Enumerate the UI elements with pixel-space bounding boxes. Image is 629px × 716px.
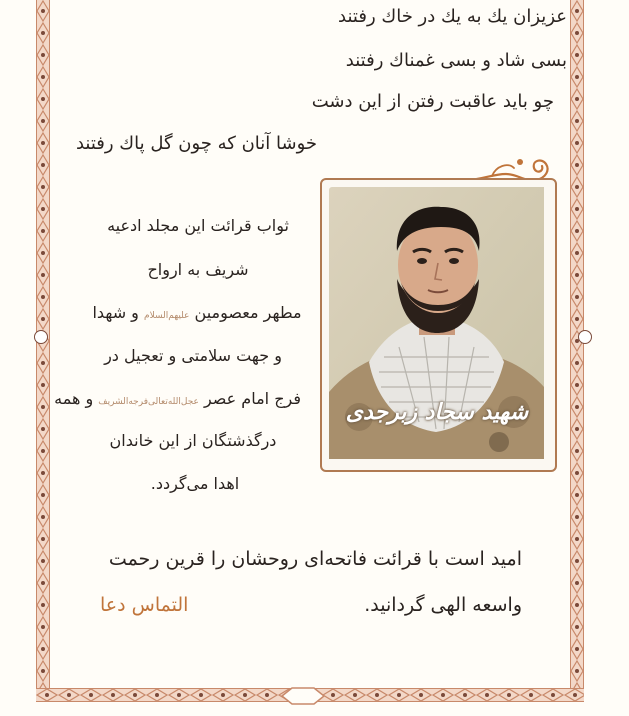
dedication-line-7: اهدا می‌گردد. [150, 474, 240, 493]
dedication-line-3 [92, 303, 302, 322]
left-border-knot [34, 330, 48, 344]
dedication-line-2: شریف به ارواح [147, 260, 249, 279]
poem-line-4: خوشا آنان كه چون گل پاك رفتند [75, 133, 317, 154]
poem-line-1: عزیزان یك به یك در خاك رفتند [338, 6, 567, 27]
dedication-line-3-end: و شهدا [92, 303, 139, 322]
dedication-line-5 [54, 389, 301, 408]
portrait-frame [320, 178, 557, 472]
dedication-line-5-start: فرج امام عصر [203, 389, 301, 408]
dedication-line-4: و جهت سلامتی و تعجیل در [104, 346, 282, 365]
poem-line-2: بسی شاد و بسی غمناك رفتند [345, 50, 567, 71]
martyr-portrait [329, 187, 548, 463]
portrait-calligraphy: شهید سجاد زبرجدی [345, 399, 529, 425]
dedication-line-1: ثواب قرائت این مجلد ادعیه [107, 216, 289, 235]
dedication-line-5-end: و همه [54, 389, 94, 408]
dedication-line-6: درگذشتگان از این خاندان [109, 431, 277, 450]
right-border-ornament [570, 0, 584, 700]
honorific-ajjal: عجل‌الله‌تعالی‌فرجه‌الشریف [98, 397, 199, 407]
closing-line-2: واسعه الهی گردانید. [364, 594, 522, 616]
bottom-border-knot [280, 686, 326, 706]
prayer-request: التماس دعا [100, 594, 189, 616]
honorific-alayhim: علیهم‌السلام [144, 311, 190, 321]
dedication-line-3-start: مطهر معصومین [194, 303, 302, 322]
poem-line-3: چو باید عاقبت رفتن از این دشت [311, 91, 554, 112]
left-border-ornament [36, 0, 50, 700]
closing-line-1: امید است با قرائت فاتحه‌ای روحشان را قرین رحمت [108, 548, 522, 570]
right-border-knot [578, 330, 592, 344]
